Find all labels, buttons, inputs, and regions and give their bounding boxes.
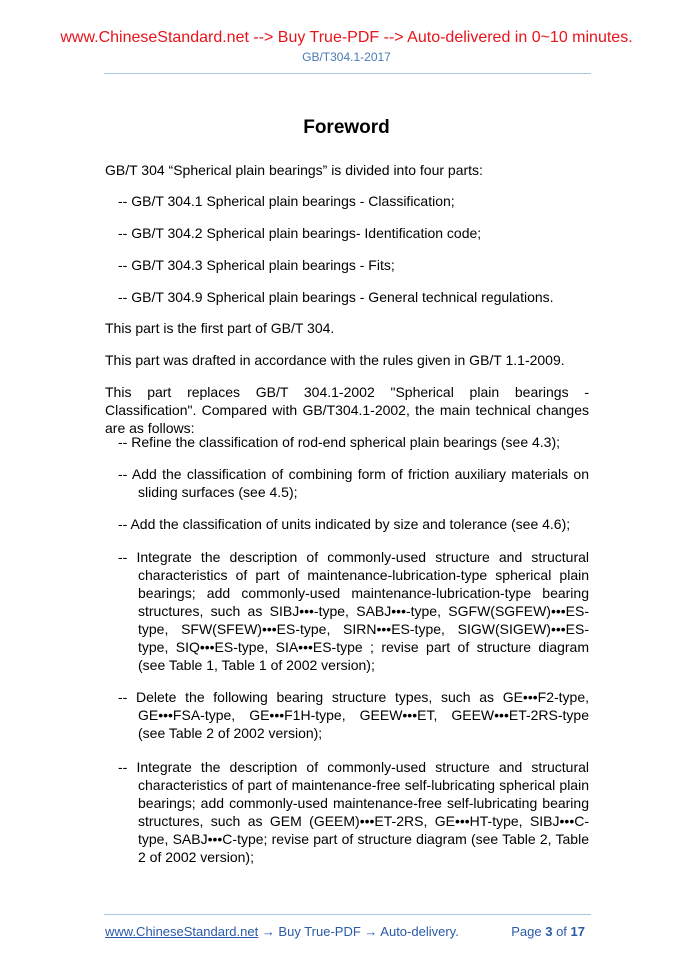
part-item: -- GB/T 304.3 Spherical plain bearings - Fits;	[118, 257, 395, 273]
change-item: -- Add the classification of combining form of friction auxiliary materials on sliding surfaces (see 4.5);	[118, 466, 589, 500]
page-number: Page 3 of 17	[511, 924, 585, 939]
footer-text: → Buy True-PDF → Auto-delivery.	[258, 924, 459, 939]
paragraph: This part replaces GB/T 304.1-2002 "Spherical plain bearings - Classification". Compared with GB/T304.1-2002, the main technical changes are as follows:	[105, 384, 589, 436]
footer-link[interactable]: www.ChineseStandard.net	[105, 924, 259, 939]
change-item: -- Add the classification of units indicated by size and tolerance (see 4.6);	[118, 516, 571, 532]
part-item: -- GB/T 304.1 Spherical plain bearings - Classification;	[118, 193, 455, 209]
paragraph: This part was drafted in accordance with the rules given in GB/T 1.1-2009.	[105, 352, 565, 368]
change-item: -- Refine the classification of rod-end spherical plain bearings (see 4.3);	[118, 434, 561, 450]
change-item: -- Delete the following bearing structure types, such as GE•••F2-type, GE•••FSA-type, GE•••F1H-type, GEEW•••ET, GEEW•••ET-2RS-type (see Table 2 of 2002 version);	[118, 689, 589, 741]
footer	[105, 924, 589, 939]
intro-paragraph: GB/T 304 “Spherical plain bearings” is divided into four parts:	[105, 162, 483, 178]
part-item: -- GB/T 304.9 Spherical plain bearings - General technical regulations.	[118, 289, 554, 305]
header-divider	[104, 73, 591, 74]
paragraph: This part is the first part of GB/T 304.	[105, 320, 335, 336]
page-title: Foreword	[303, 117, 390, 138]
document-id: GB/T304.1-2017	[302, 50, 391, 64]
change-item: -- Integrate the description of commonly-used structure and structural characteristics of part of maintenance-lubrication-type spherical plain bearings; add commonly-used maintenance-lubrication-type bearing structures, such as SIBJ•••-type, SABJ•••-type, SGFW(SGFEW)•••ES-type, SFW(SFEW)•••ES-type, SIRN•••ES-type, SIGW(SIGEW)•••ES-type, SIQ•••ES-type, SIA•••ES-type ; revise part of structure diagram (see Table 1, Table 1 of 2002 version);	[118, 549, 589, 673]
part-item: -- GB/T 304.2 Spherical plain bearings- Identification code;	[118, 225, 482, 241]
change-item: -- Integrate the description of commonly-used structure and structural characteristics of part of maintenance-free self-lubricating spherical plain bearings; add commonly-used maintenance-free self-lubricating bearing structures, such as GEM (GEEM)•••ET-2RS, GE•••HT-type, SIBJ•••C-type, SABJ•••C-type; revise part of structure diagram (see Table 2, Table 2 of 2002 version);	[118, 759, 589, 865]
promo-banner: www.ChineseStandard.net --> Buy True-PDF --> Auto-delivered in 0~10 minutes.	[60, 29, 633, 46]
footer-divider	[104, 914, 591, 915]
